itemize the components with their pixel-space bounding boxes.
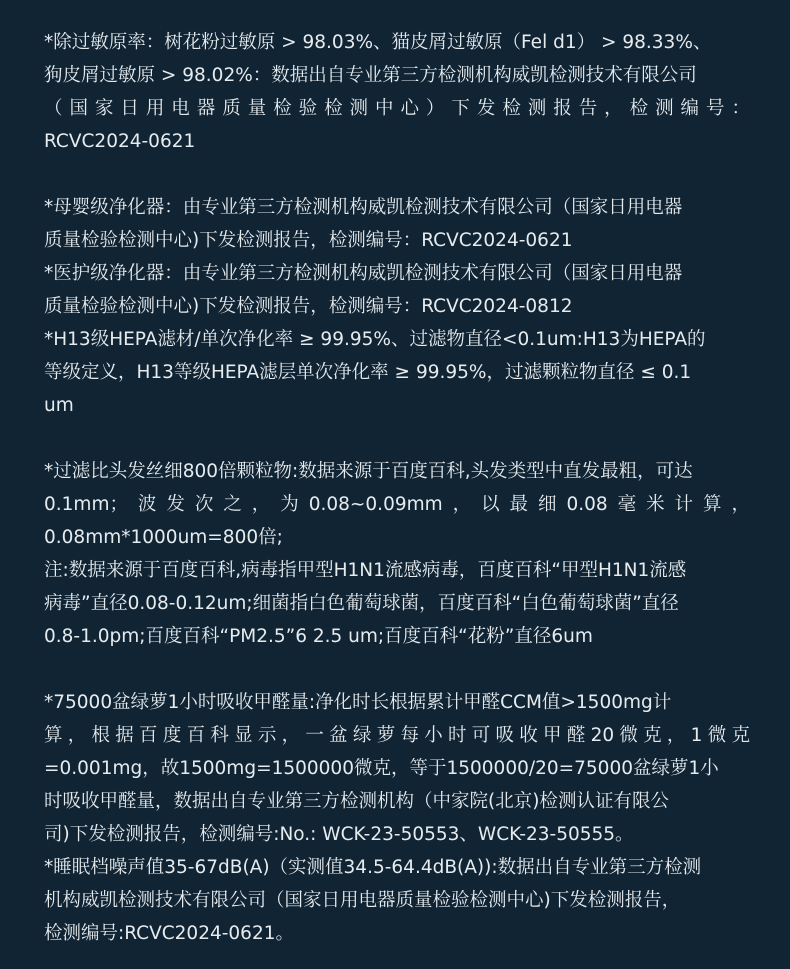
note-line: 质量检验检测中心)下发检测报告，检测编号：RCVC2024-0621 [44,230,573,251]
note-line: 0.8-1.0pm;百度百科“PM2.5”6 2.5 um;百度百科“花粉”直径6um [44,626,593,647]
note-line: 时吸收甲醛量，数据出自专业第三方检测机构（中家院(北京)检测认证有限公 [44,791,669,812]
paragraph-gap [44,422,750,455]
note-line: *过滤比头发丝细800倍颗粒物:数据来源于百度百科,头发类型中直发最粗，可达 [44,461,693,482]
note-line: um [44,395,74,416]
note-line: 等级定义，H13等级HEPA滤层单次净化率 ≥ 99.95%，过滤颗粒物直径 ≤ 0.1 [44,362,692,383]
note-line: 狗皮屑过敏原 > 98.02%：数据出自专业第三方检测机构威凯检测技术有限公司 [44,65,697,86]
note-line: *H13级HEPA滤材/单次净化率 ≥ 99.95%、过滤物直径<0.1um:H13为HEPA的 [44,329,706,350]
note-line: （国家日用电器质量检验检测中心）下发检测报告，检测编号： [44,98,750,119]
note-line: *除过敏原率：树花粉过敏原 > 98.03%、猫皮屑过敏原（Fel d1） > 98.33%、 [44,32,712,53]
note-line: *75000盆绿萝1小时吸收甲醛量:净化时长根据累计甲醛CCM值>1500mg计 [44,692,672,713]
note-line: =0.001mg，故1500mg=1500000微克，等于1500000/20=75000盆绿萝1小 [44,758,719,779]
note-line: 机构威凯检测技术有限公司（国家日用电器质量检验检测中心)下发检测报告， [44,890,681,911]
paragraph-gap [44,653,750,686]
note-line: 检测编号:RCVC2024-0621。 [44,923,294,944]
note-line: 司)下发检测报告，检测编号:No.: WCK-23-50553、WCK-23-50555。 [44,824,634,845]
note-line: 0.1mm；波发次之，为0.08~0.09mm，以最细0.08毫米计算， [44,494,750,515]
note-line: RCVC2024-0621 [44,131,196,152]
note-line: *睡眠档噪声值35-67dB(A)（实测值34.5-64.4dB(A)):数据出自专业第三方检测 [44,857,702,878]
note-line: 算，根据百度百科显示，一盆绿萝每小时可吸收甲醛20微克，1微克 [44,725,750,746]
note-line: *医护级净化器：由专业第三方检测机构威凯检测技术有限公司（国家日用电器 [44,263,683,284]
note-line: 病毒”直径0.08-0.12um;细菌指白色葡萄球菌，百度百科“白色葡萄球菌”直径 [44,593,679,614]
note-line: 注:数据来源于百度百科,病毒指甲型H1N1流感病毒，百度百科“甲型H1N1流感 [44,560,687,581]
note-line: 质量检验检测中心)下发检测报告，检测编号：RCVC2024-0812 [44,296,573,317]
note-line: 0.08mm*1000um=800倍; [44,527,283,548]
paragraph-gap [44,158,750,191]
note-line: *母婴级净化器：由专业第三方检测机构威凯检测技术有限公司（国家日用电器 [44,197,683,218]
